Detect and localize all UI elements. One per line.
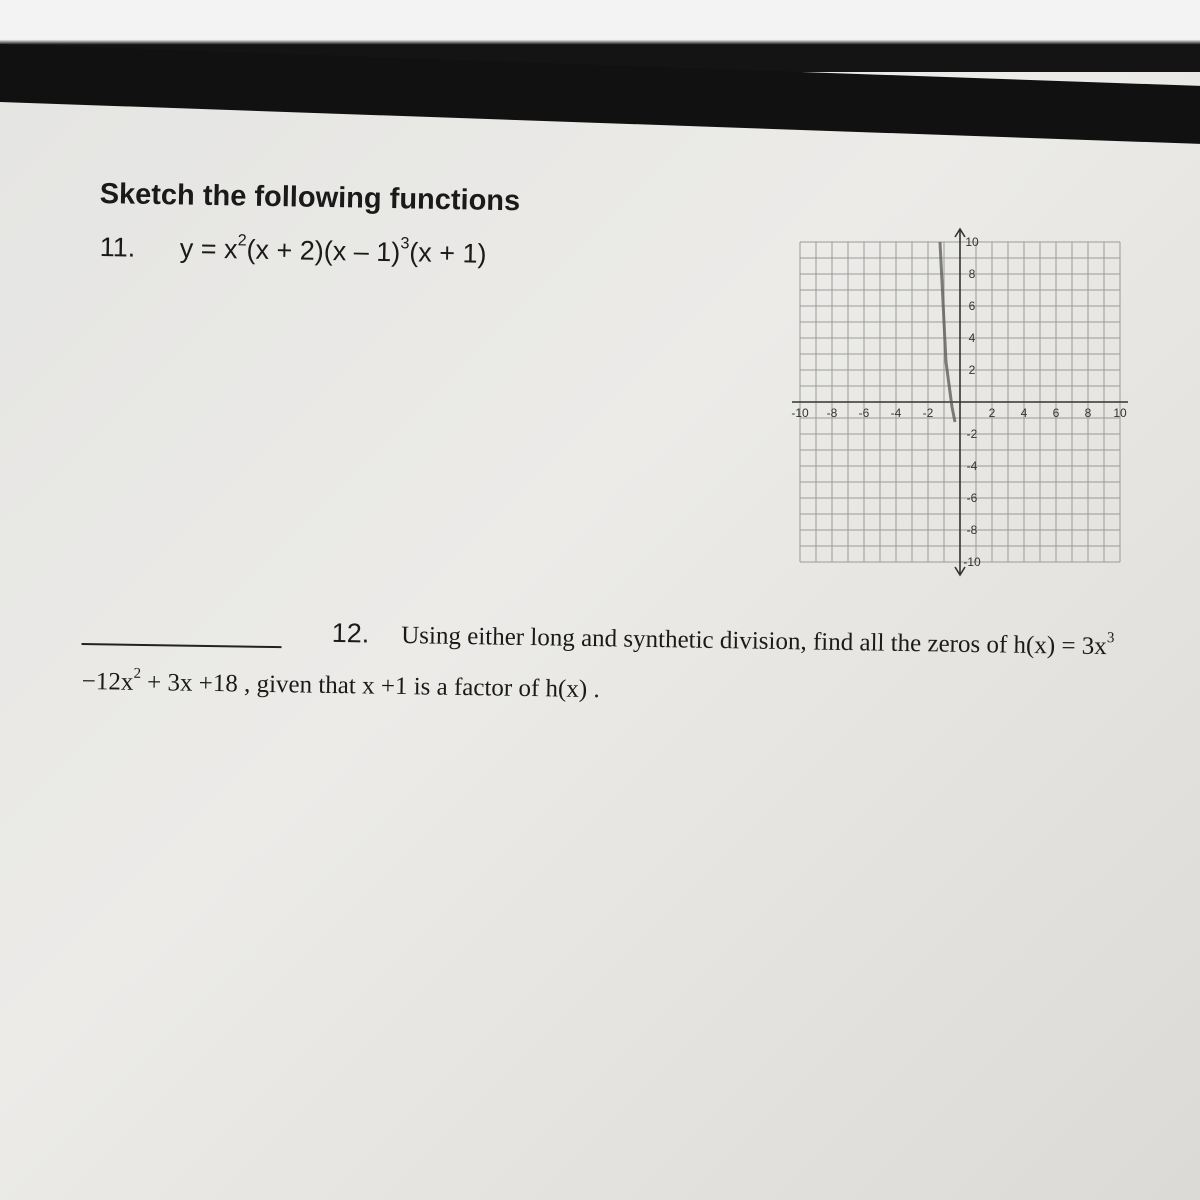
y-tick-label: 10 [965,235,979,249]
x-tick-label: -6 [858,406,870,420]
y-tick-label: 8 [968,267,976,281]
question-11 [99,232,486,270]
x-tick-label: 8 [1084,406,1092,420]
x-tick-label: -8 [826,406,838,420]
y-tick-label: -6 [966,491,978,505]
student-pencil-stroke [940,242,955,422]
question-11-number: 11. [99,232,136,263]
y-tick-label: -2 [966,427,978,441]
y-tick-label: 2 [968,363,976,377]
x-tick-label: -4 [890,406,902,420]
x-tick-label: -10 [791,406,809,420]
question-12-text: Using either long and synthetic division, find all the zeros of $h(x) = 3x^3$ [401,622,1115,661]
y-tick-label: -4 [966,459,978,473]
section-heading: Sketch the following functions [99,178,521,218]
question-12-line-1 [82,614,1115,661]
x-tick-label: -2 [922,406,934,420]
x-tick-label: 2 [988,406,996,420]
question-11-equation: $y = x^2(x + 2)(x - 1)^3(x + 1)$ [179,231,487,269]
page-top-edge [0,0,1200,72]
x-tick-label: 4 [1020,406,1028,420]
y-tick-label: 6 [968,299,976,313]
y-tick-label: 4 [968,331,976,345]
question-12-number: 12. [331,617,370,649]
question-12-line-2: $-12x^2 + 3x +18$ , given that x +1 is a factor of h(x) . [81,665,600,704]
coordinate-grid [780,222,1140,582]
y-tick-label: -10 [963,555,981,569]
x-tick-label: 10 [1113,406,1127,420]
y-tick-label: -8 [966,523,978,537]
x-tick-label: 6 [1052,406,1060,420]
answer-blank[interactable] [82,617,282,648]
